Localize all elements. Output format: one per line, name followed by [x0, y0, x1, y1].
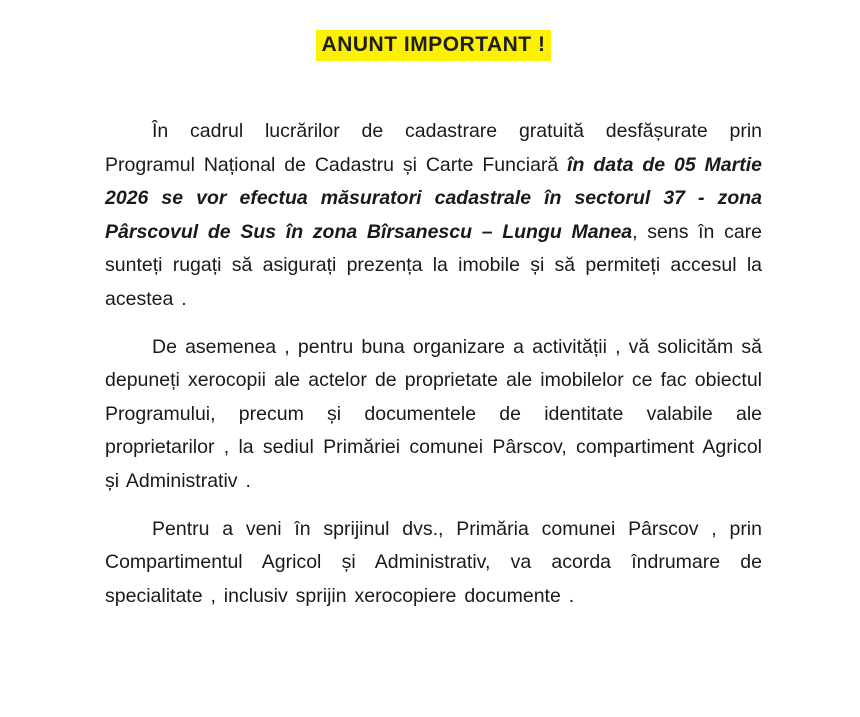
- text-segment: De asemenea , pentru buna organizare a activității , vă solicităm să depuneți xerocopii ale actelor de proprietate ale imobilelor ce fac obiectul Programului, precum și documentele de identitate valabile ale proprietarilor , la sediul Primăriei comunei Pârscov, compartiment Agricol și Administrativ .: [105, 335, 762, 492]
- text-segment: , sens în care sunteți rugați să asigurați prezența la imobile și să permiteți accesul la acestea .: [105, 220, 762, 310]
- text-segment-emphasis: în data de 05 Martie 2026 se vor efectua măsuratori cadastrale în sectorul 37 - zona Pârscovul de Sus în zona Bîrsanescu – Lungu Manea: [105, 153, 762, 243]
- paragraph-documents-request: [105, 331, 762, 499]
- announcement-title-text: ANUNT IMPORTANT !: [316, 30, 552, 61]
- announcement-title: [105, 30, 762, 61]
- text-segment: În cadrul lucrărilor de cadastrare gratuită desfășurate prin Programul Național de Cadastru și Carte Funciară: [105, 120, 762, 176]
- paragraph-support-offer: [105, 513, 762, 614]
- paragraph-cadastre-notice: [105, 115, 762, 317]
- text-segment: Pentru a veni în sprijinul dvs., Primăria comunei Pârscov , prin Compartimentul Agricol și Administrativ, va acorda îndrumare de specialitate , inclusiv sprijin xerocopiere documente .: [105, 517, 762, 607]
